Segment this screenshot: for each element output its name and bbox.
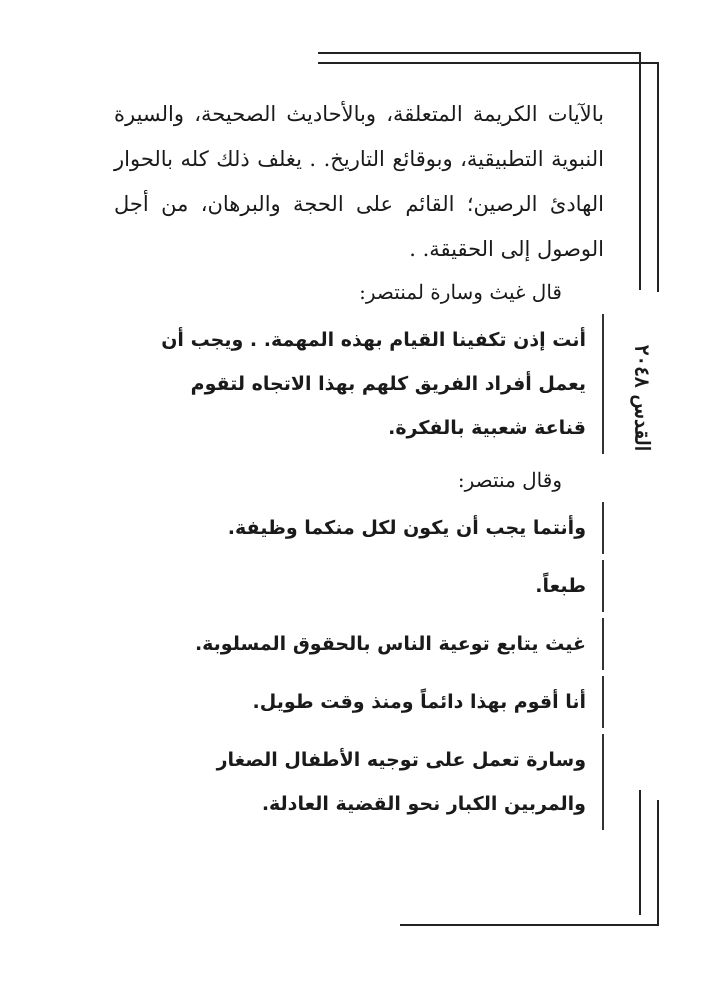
dialogue-quote: وسارة تعمل على توجيه الأطفال الصغار والمربين الكبار نحو القضية العادلة. bbox=[154, 734, 604, 830]
page-body bbox=[114, 92, 604, 836]
quote-group-1 bbox=[114, 314, 604, 454]
dialogue-quote: أنت إذن تكفينا القيام بهذه المهمة. . ويجب أن يعمل أفراد الفريق كلهم بهذا الاتجاه لتقوم قناعة شعبية بالفكرة. bbox=[154, 314, 604, 454]
frame-outer-bottom-vertical bbox=[657, 800, 659, 926]
frame-top-right-vertical bbox=[639, 52, 641, 290]
running-head bbox=[612, 318, 672, 478]
dialogue-quote: أنا أقوم بهذا دائماً ومنذ وقت طويل. bbox=[154, 676, 604, 728]
speaker-line-2: وقال منتصر: bbox=[457, 468, 562, 492]
speaker-line-1: قال غيث وسارة لمنتصر: bbox=[359, 280, 562, 304]
dialogue-quote: وأنتما يجب أن يكون لكل منكما وظيفة. bbox=[154, 502, 604, 554]
dialogue-quote: طبعاً. bbox=[154, 560, 604, 612]
frame-bottom-right-vertical bbox=[639, 790, 641, 915]
frame-bottom-line bbox=[400, 924, 659, 926]
frame-outer-right-vertical bbox=[657, 62, 659, 292]
frame-top-line bbox=[318, 52, 640, 54]
running-head-text: القدس ٢٠٤٨ bbox=[630, 344, 654, 452]
dialogue-quote: غيث يتابع توعية الناس بالحقوق المسلوبة. bbox=[154, 618, 604, 670]
quote-group-2 bbox=[114, 502, 604, 830]
intro-paragraph: بالآيات الكريمة المتعلقة، وبالأحاديث الصحيحة، والسيرة النبوية التطبيقية، وبوقائع التاريخ. . يغلف ذلك كله بالحوار الهادئ الرصين؛ القائم على الحجة والبرهان، من أجل الوصول إلى الحقيقة. . bbox=[114, 102, 604, 261]
frame-outer-top-line bbox=[318, 62, 658, 64]
